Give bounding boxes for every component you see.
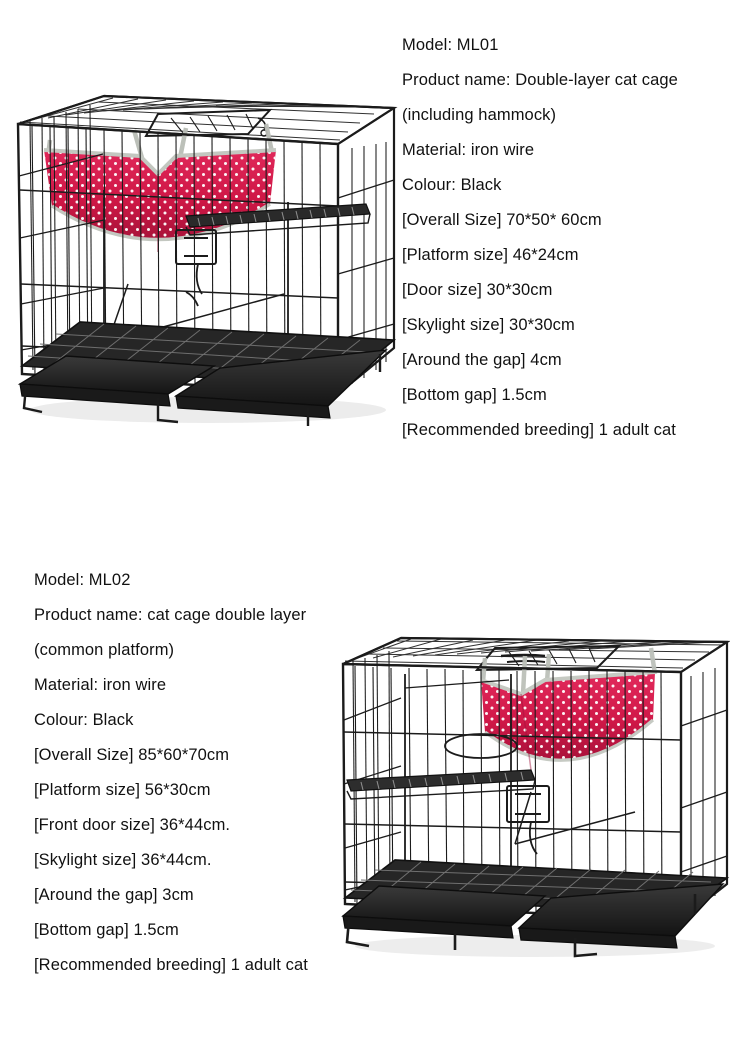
spec-line-colour: Colour: Black: [34, 711, 134, 729]
cat-cage-ml02-illustration: [335, 628, 730, 958]
product-image-ml01: [8, 78, 398, 426]
spec-line-platform-size: [Platform size] 56*30cm: [34, 781, 211, 799]
spec-line-overall-size: [Overall Size] 70*50* 60cm: [402, 211, 602, 229]
spec-line-around-the-gap: [Around the gap] 4cm: [402, 351, 562, 369]
spec-line-recommended-breeding: [Recommended breeding] 1 adult cat: [402, 421, 676, 439]
door-latch: [176, 230, 216, 306]
spec-line-model: Model: ML01: [402, 36, 499, 54]
spec-line-recommended-breeding: [Recommended breeding] 1 adult cat: [34, 956, 308, 974]
spec-block-ml02: [34, 563, 379, 983]
cat-cage-ml01-illustration: [8, 78, 398, 426]
spec-line-product-name: Product name: cat cage double layer: [34, 606, 307, 624]
spec-block-ml01: [402, 28, 747, 448]
spec-line-material: Material: iron wire: [402, 141, 535, 159]
spec-line-skylight-size: [Skylight size] 30*30cm: [402, 316, 575, 334]
spec-line-product-name: Product name: Double-layer cat cage: [402, 71, 678, 89]
spec-line-around-the-gap: [Around the gap] 3cm: [34, 886, 194, 904]
spec-line-product-name-cont: (including hammock): [402, 106, 557, 124]
spec-line-overall-size: [Overall Size] 85*60*70cm: [34, 746, 230, 764]
spec-line-material: Material: iron wire: [34, 676, 167, 694]
spec-line-model: Model: ML02: [34, 571, 131, 589]
spec-line-door-size: [Door size] 30*30cm: [402, 281, 553, 299]
product-image-ml02: [335, 628, 730, 958]
spec-line-bottom-gap: [Bottom gap] 1.5cm: [34, 921, 179, 939]
spec-line-bottom-gap: [Bottom gap] 1.5cm: [402, 386, 547, 404]
cage-top-panel: [343, 638, 727, 672]
spec-line-front-door-size: [Front door size] 36*44cm.: [34, 816, 231, 834]
spec-line-platform-size: [Platform size] 46*24cm: [402, 246, 579, 264]
spec-line-skylight-size: [Skylight size] 36*44cm.: [34, 851, 212, 869]
spec-line-product-name-cont: (common platform): [34, 641, 175, 659]
spec-line-colour: Colour: Black: [402, 176, 502, 194]
